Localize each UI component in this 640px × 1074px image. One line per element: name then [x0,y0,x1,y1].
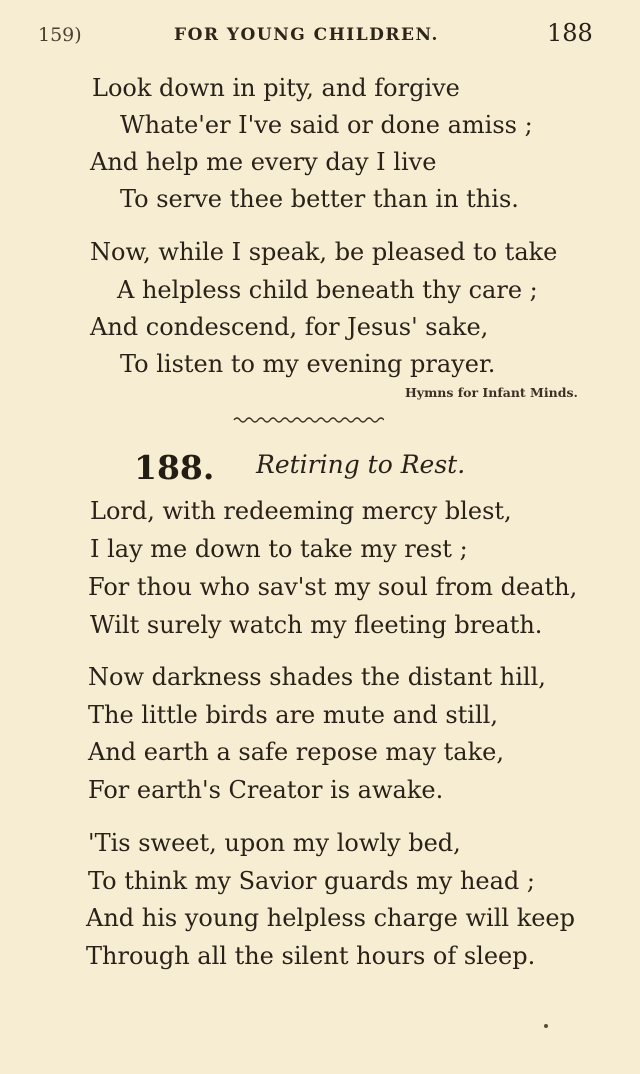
verse-line: The little birds are mute and still, [88,701,498,729]
verse-line: To serve thee better than in this. [120,185,519,213]
verse-line: A helpless child beneath thy care ; [117,276,538,304]
verse-line: For earth's Creator is awake. [88,776,444,804]
hymn-title: Retiring to Rest. [256,450,466,479]
verse-line: For thou who sav'st my soul from death, [88,573,578,601]
verse-line: And his young helpless charge will keep [86,904,575,932]
verse-line: Now, while I speak, be pleased to take [90,238,558,266]
attribution: Hymns for Infant Minds. [405,385,578,400]
hymn-number: 188. [134,448,215,487]
verse-line: I lay me down to take my rest ; [90,535,468,563]
verse-line: 'Tis sweet, upon my lowly bed, [88,829,461,857]
verse-line: Lord, with redeeming mercy blest, [90,497,512,525]
verse-line: To think my Savior guards my head ; [88,867,536,895]
verse-line: Wilt surely watch my fleeting breath. [90,611,543,639]
verse-line: Whate'er I've said or done amiss ; [120,111,533,139]
wavy-divider [232,414,384,426]
verse-line: To listen to my evening prayer. [120,350,496,378]
verse-line: And help me every day I live [90,148,437,176]
verse-line: Look down in pity, and forgive [92,74,460,102]
verse-line: Through all the silent hours of sleep. [86,942,536,970]
ink-speck [544,1024,548,1028]
verse-line: And earth a safe repose may take, [88,738,504,766]
running-header-left: 159) [38,24,82,46]
running-header-title: FOR YOUNG CHILDREN. [174,25,439,45]
page-number: 188 [547,19,593,47]
verse-line: And condescend, for Jesus' sake, [90,313,489,341]
verse-line: Now darkness shades the distant hill, [88,663,546,691]
